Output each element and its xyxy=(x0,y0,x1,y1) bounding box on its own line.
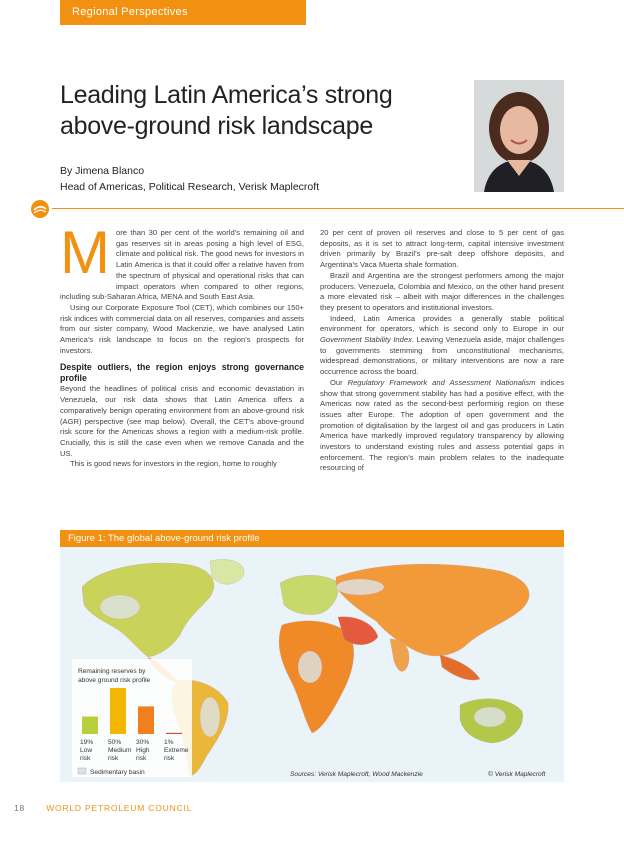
greenland-landmass xyxy=(210,560,244,585)
europe-landmass xyxy=(280,575,338,614)
paragraph: Beyond the headlines of political crisis and economic devastation in Venezuela, our risk data shows that Latin America offers a comparatively benign operating environment from an above-ground risk (AGR) perspective (see map below). Overall, the CET’s above-ground risk score for the Americas shows a region with a medium-risk profile. Crucially, this is still the case even when we remove Canada and the US. xyxy=(60,384,304,458)
publisher-name: WORLD PETROLEUM COUNCIL xyxy=(46,803,193,813)
legend-title-line2: above ground risk profile xyxy=(78,677,151,684)
column-right xyxy=(320,228,564,474)
byline xyxy=(60,163,319,195)
bar-category-label: Low xyxy=(80,747,93,754)
paragraph: ore than 30 per cent of the world’s remaining oil and gas reserves sit in areas posing a high level of ESG, climate and political risk. The good news for investors in Latin America is that it could offer a relative haven from the spectrum of physical and operational risks that can impact operators when compared to other regions, including sub-Saharan Africa, MENA and South East Asia. xyxy=(60,228,304,302)
paragraph: This is good news for investors in the region, home to roughly xyxy=(70,459,277,469)
bar-category-label: High xyxy=(136,747,150,754)
author-role: Head of Americas, Political Research, Verisk Maplecroft xyxy=(60,181,320,193)
subheading: Despite outliers, the region enjoys strong governance profile xyxy=(60,362,304,384)
bar-high xyxy=(138,706,154,734)
paragraph: 20 per cent of proven oil reserves and close to 5 per cent of gas deposits, as it is set to attract long-term, capital intensive investment driven primarily by Brazil’s pre-salt deep offshore deposits, and Argentina’s Vaca Muerta shale formation. xyxy=(320,228,564,270)
bar-value-label: 30% xyxy=(136,739,150,746)
drop-cap: M xyxy=(60,219,110,286)
column-left xyxy=(60,219,304,470)
southeast-asia-landmass xyxy=(440,655,480,680)
figure xyxy=(60,530,564,782)
sedimentary-legend-swatch xyxy=(78,768,86,774)
page-footer xyxy=(14,803,192,813)
figure-copyright: © Verisk Maplecroft xyxy=(488,771,546,778)
author-name: By Jimena Blanco xyxy=(60,165,145,177)
legend-title-line1: Remaining reserves by xyxy=(78,668,146,675)
world-risk-map xyxy=(60,547,564,782)
bar-category-label: risk xyxy=(164,755,175,762)
bar-category-label: risk xyxy=(80,755,91,762)
bar-medium xyxy=(110,688,126,734)
bar-extreme xyxy=(166,733,182,734)
article-title: Leading Latin America’s strong above-ground risk landscape xyxy=(60,81,393,140)
figure-source: Sources: Verisk Maplecroft, Wood Mackenzie xyxy=(290,771,423,778)
bar-low xyxy=(82,717,98,734)
bar-category-label: Extreme xyxy=(164,747,189,754)
page-number: 18 xyxy=(14,803,26,813)
paragraph: Our Regulatory Framework and Assessment Nationalism indices show that strong government stability has had a positive effect, with the Americas now rated as the second-best performing region on these issues after Europe. The adoption of open government and the promotion of digitalisation by the largest oil and gas producers in Latin America have markedly improved regulatory transparency by allowing investors to understand existing rules and assess potential gaps in enforcement. The region’s main problem relates to the inadequate resourcing of xyxy=(320,377,564,473)
section-tab: Regional Perspectives xyxy=(60,0,306,25)
paragraph: Brazil and Argentina are the strongest performers among the major producers. Venezuela, Colombia and Mexico, on the other hand present a more elevated risk – albeit with major differences in the challenges they present to operators and institutional investors. xyxy=(320,270,564,312)
figure-caption: Figure 1: The global above-ground risk profile xyxy=(60,530,564,547)
bar-value-label: 19% xyxy=(80,739,94,746)
bar-category-label: risk xyxy=(108,755,119,762)
bar-category-label: Medium xyxy=(108,747,132,754)
sedimentary-legend-label: Sedimentary basin xyxy=(90,769,145,776)
paragraph: Indeed, Latin America provides a generally stable political environment for operators, which is second only to Europe in our Government Stability Index. Leaving Venezuela aside, major challenges to governments stemming from unconstitutional mechanisms, widespread demonstrations, or military interventions are now a rare occurrence across the board. xyxy=(320,313,565,377)
header-rule xyxy=(52,208,624,209)
author-photo xyxy=(474,80,564,192)
bar-category-label: risk xyxy=(136,755,147,762)
wpc-logo-icon xyxy=(30,199,50,224)
bar-value-label: 1% xyxy=(164,739,174,746)
paragraph: Using our Corporate Exposure Tool (CET), which combines our 150+ risk indices with commercial data on all reserves, companies and assets from our sister company, Wood Mackenzie, we have analysed Latin America’s risk landscape to focus on the region’s prospects for investors. xyxy=(60,302,304,355)
bar-value-label: 50% xyxy=(108,739,122,746)
